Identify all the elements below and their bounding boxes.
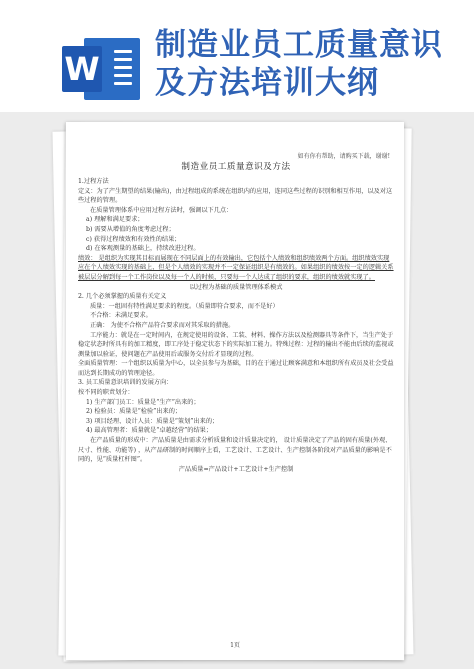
paragraph: 在质量管理体系中应用过程方法时，强调以下几点： (90, 206, 233, 214)
list-item: a) 理解和满足要求； (86, 216, 144, 224)
section-heading: 1.过程方法 (78, 178, 109, 185)
paragraph: 不合格：未满足要求。 (90, 312, 152, 320)
word-letter-badge: W (62, 46, 102, 92)
download-note: 如有你有帮助，请购买下载，谢谢! (297, 153, 390, 160)
formula-line: 产品质量=产品设计+工艺设计+生产控制 (178, 465, 294, 473)
paragraph: 定义：为了产生期望的结果(输出)，由过程组成的系统在组织内的应用，连同这些过程的识别和相互作用，以及对这些过程的管理。 (78, 187, 393, 205)
section-heading: 2. 几个必须掌握的质量有关定义 (78, 293, 167, 301)
list-item: 3) 项目经理、设计人员：质量是“策划”出来的； (86, 417, 219, 425)
banner (0, 0, 474, 112)
paragraph: 在产品质量的形成中：产品质量是由需求分析质量和设计质量决定的， 设计质量决定了产品的固有质量(外观、尺寸、性能、功能等) ，从产品研制的时间顺序上看，工艺设计、工艺设计、生产控制各阶段对产品质量的影响是不同的，见“质量杠杆图”。 (78, 437, 392, 464)
paragraph: 按不同的职责划分： (78, 389, 134, 397)
list-item: 2) 检验员：质量是“检验”出来的； (86, 408, 182, 416)
paragraph: 质量：一组固有特性满足要求的程度。（质量即符合要求，而不是好） (90, 302, 279, 310)
list-item: b) 需要从增值的角度考虑过程； (86, 225, 175, 233)
document-body (78, 150, 394, 474)
figure-caption: 以过程为基础的质量管理体系模式 (189, 283, 283, 291)
paragraph: 绩效： 是组织为实现其目标而展现在不同层面上的有效输出，它包括个人绩效和组织绩效两个方面。组织绩效实现应在个人绩效实现的基础上，但是个人绩效的实现并不一定保证组织是有绩效的。如果组织的绩效按一定的逻辑关系被层层分解到每一个工作岗位以及每一个人的时候，只要每一个人达成了组织的要求，组织的绩效就实现了。 (78, 254, 394, 281)
list-item: 4) 最高管理者：质量就是“卓越经营”的结果； (86, 427, 213, 435)
paragraph: 全面质量管理：一个组织以质量为中心，以全员参与为基础，目的在于通过让顾客满意和本组织所有成员及社会受益而达到长期成功的管理途径。 (78, 360, 394, 377)
document-page (66, 122, 404, 660)
document-title: 制造业员工质量意识及方法 (181, 162, 291, 172)
word-doc-icon (62, 38, 140, 100)
banner-title: 制造业员工质量意识及方法培训大纲 (155, 27, 443, 101)
list-item: c) 获得过程绩效和有效性的结果； (86, 235, 181, 243)
section-heading: 3. 员工质量意识培训的发展方向： (78, 379, 173, 387)
list-item: 1) 生产部门员工：质量是“生产”出来的； (86, 398, 200, 406)
list-item: d) 在客观测量的基础上，持续改进过程。 (86, 245, 200, 253)
paragraph: 工序能力：就是在一定时间内，在规定使用的设备、工装、材料、操作方法以及检测器具等条件下，当生产处于稳定状态时所具有的加工精度，即工序处于稳定状态下的实际加工能力。特殊过程：过程的输出不能由后续的监视或测量加以验证，使问题在产品使用后或服务交付后才显现的过程。 (78, 331, 394, 358)
page-number: 1页 (230, 642, 240, 649)
paragraph: 正确： 为使不合格产品符合要求而对其采取的措施。 (90, 321, 235, 329)
